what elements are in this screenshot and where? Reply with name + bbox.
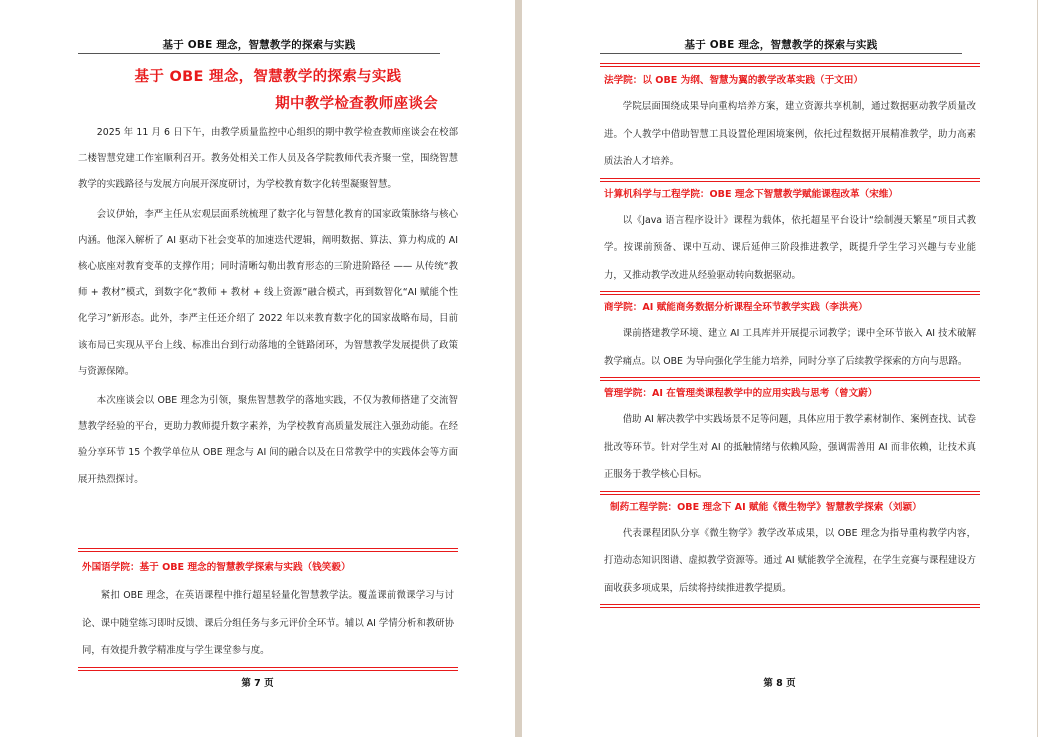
section-rule (600, 491, 980, 495)
document-page-8 (522, 0, 1037, 737)
article-subtitle: 期中教学检查教师座谈会 (275, 96, 438, 112)
section-heading: 商学院：AI 赋能商务数据分析课程全环节教学实践（李洪亮） (604, 302, 868, 313)
section-foreign-languages (78, 548, 458, 671)
body-paragraph: 2025 年 11 月 6 日下午，由教学质量监控中心组织的期中教学检查教师座谈会在校部二楼智慧党建工作室顺利召开。教务处相关工作人员及各学院教师代表齐聚一堂，围绕智慧教学的实践路径与发展方向展开深度研讨，为学校教育数字化转型凝聚智慧。 (78, 127, 458, 191)
header-rule (78, 53, 440, 54)
section-rule (600, 291, 980, 295)
section-rule (600, 604, 980, 608)
article-title: 基于 OBE 理念，智慧教学的探索与实践 (134, 69, 402, 85)
body-paragraph: 会议伊始，李严主任从宏观层面系统梳理了数字化与智慧化教育的国家政策脉络与核心内涵。他深入解析了 AI 驱动下社会变革的加速迭代逻辑，阐明数据、算法、算力构成的 AI 核心底座对教育变革的支撑作用；同时清晰勾勒出教育形态的三阶进阶路径 —— 从传统“教师 + 教材”模式，到数字化“教师 + 教材 + 线上资源”融合模式，再到数智化“AI 赋能个性化学习”新形态。此外，李严主任还介绍了 2022 年以来教育数字化的国家战略布局，目前该布局已实现从平台上线、标准出台到行动落地的全链路闭环，为智慧教学发展提供了政策与资源保障。 (78, 208, 458, 377)
section-rule (600, 377, 980, 381)
running-header: 基于 OBE 理念，智慧教学的探索与实践 (162, 39, 356, 51)
page-8-content (600, 63, 980, 608)
section-heading: 管理学院：AI 在管理类课程教学中的应用实践与思考（曾文蔚） (604, 388, 878, 399)
page-number: 第 8 页 (763, 678, 796, 689)
document-page-7 (0, 0, 515, 737)
section-body: 紧扣 OBE 理念，在英语课程中推行超星轻量化智慧教学法。覆盖课前微课学习与讨论、课中随堂练习即时反馈、课后分组任务与多元评价全环节。辅以 AI 学情分析和教研协同，有效提升教学精准度与学生课堂参与度。 (82, 590, 454, 656)
section-body: 代表课程团队分享《微生物学》教学改革成果，以 OBE 理念为指导重构教学内容，打造动态知识图谱、虚拟教学资源等。通过 AI 赋能教学全流程，在学生竞赛与课程建设方面收获多项成果，后续将持续推进教学提质。 (604, 527, 976, 594)
section-rule (600, 178, 980, 182)
running-header: 基于 OBE 理念，智慧教学的探索与实践 (684, 39, 878, 51)
header-rule (600, 53, 962, 54)
section-bottom-rule (78, 667, 458, 671)
section-body: 学院层面围绕成果导向重构培养方案，建立资源共享机制，通过数据驱动教学质量改进。个人教学中借助智慧工具设置伦理困境案例，依托过程数据开展精准教学，助力高素质法治人才培养。 (604, 101, 976, 167)
page-7-content (78, 66, 458, 493)
section-body: 以《Java 语言程序设计》课程为载体，依托超星平台设计“绘制漫天繁星”项目式教学。按课前预备、课中互动、课后延伸三阶段推进教学，既提升学生学习兴趣与专业能力，又推动教学改进从经验驱动转向数据驱动。 (604, 214, 976, 281)
section-top-rule (78, 548, 458, 552)
section-heading: 法学院：以 OBE 为纲、智慧为翼的教学改革实践（于文田） (604, 75, 863, 86)
section-heading: 计算机科学与工程学院：OBE 理念下智慧教学赋能课程改革（宋维） (604, 188, 898, 200)
section-rule (600, 63, 980, 67)
page-number: 第 7 页 (241, 678, 274, 689)
section-body: 借助 AI 解决教学中实践场景不足等问题，具体应用于教学素材制作、案例查找、试卷批改等环节。针对学生对 AI 的抵触情绪与依赖风险，强调需善用 AI 而非依赖，让技术真正服务于教学核心目标。 (604, 414, 976, 480)
section-heading: 制药工程学院：OBE 理念下 AI 赋能《微生物学》智慧教学探索（刘颖） (610, 501, 922, 513)
body-paragraph: 本次座谈会以 OBE 理念为引领，聚焦智慧教学的落地实践，不仅为教师搭建了交流智慧教学经验的平台，更助力教师提升数字素养，为学校教育高质量发展注入强劲动能。在经验分享环节 15 个教学单位从 OBE 理念与 AI 间的融合以及在日常教学中的实践体会等方面展开热烈探讨。 (78, 395, 458, 485)
section-body: 课前搭建教学环境、建立 AI 工具库并开展提示词教学；课中全环节嵌入 AI 技术破解教学痛点。以 OBE 为导向强化学生能力培养，同时分享了后续教学探索的方向与思路。 (604, 328, 976, 367)
section-heading: 外国语学院：基于 OBE 理念的智慧教学探索与实践（钱笑毅） (82, 562, 351, 573)
